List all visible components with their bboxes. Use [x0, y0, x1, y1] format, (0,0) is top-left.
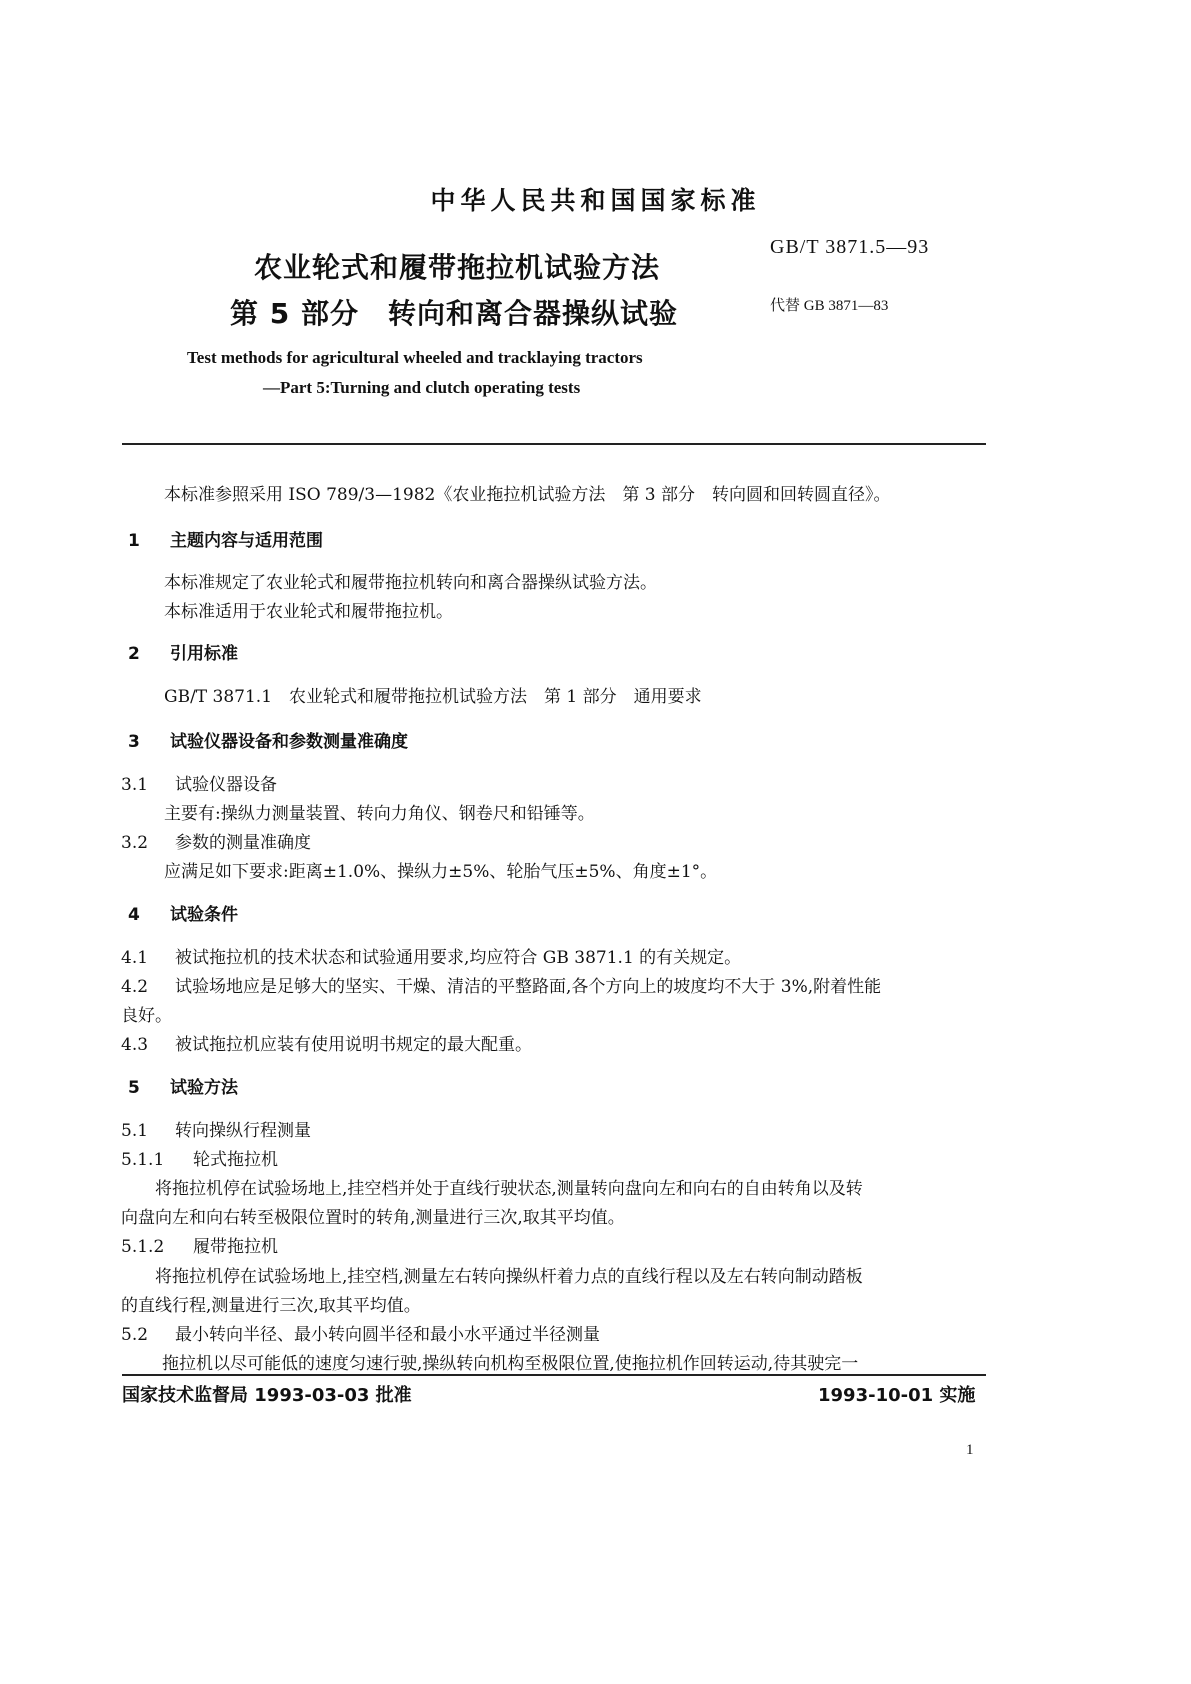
clause-text: 试验场地应是足够大的坚实、干燥、清洁的平整路面,各个方向上的坡度均不大于 3%,附着性能	[175, 977, 882, 997]
clause-4-2-continuation: 良好。	[121, 1006, 172, 1026]
clause-5-2	[121, 1320, 600, 1345]
clause-5-1-2-text-line1: 将拖拉机停在试验场地上,挂空档,测量左右转向操纵杆着力点的直线行程以及左右转向制动踏板	[155, 1267, 863, 1287]
section-3-heading	[128, 727, 408, 752]
section-number: 1	[128, 531, 140, 551]
section-2-heading	[128, 639, 238, 664]
standard-number: GB/T 3871.5—93	[770, 236, 930, 258]
clause-number: 5.2	[121, 1325, 149, 1345]
section-5-heading	[128, 1073, 238, 1098]
section-title: 试验条件	[170, 905, 238, 925]
clause-number: 3.2	[121, 833, 149, 853]
clause-5-1-1-text-line2: 向盘向左和向右转至极限位置时的转角,测量进行三次,取其平均值。	[121, 1208, 625, 1228]
clause-title: 履带拖拉机	[193, 1237, 278, 1257]
clause-4-1	[121, 943, 741, 968]
section-title: 主题内容与适用范围	[170, 531, 323, 551]
section-number: 3	[128, 732, 140, 752]
clause-number: 4.1	[121, 948, 149, 968]
standard-title-line2: 第 5 部分 转向和离合器操纵试验	[230, 297, 678, 330]
section-1-paragraph-2: 本标准适用于农业轮式和履带拖拉机。	[164, 602, 453, 622]
english-title-line1: Test methods for agricultural wheeled and tracklaying tractors	[187, 348, 643, 367]
approval-date: 国家技术监督局 1993-03-03 批准	[122, 1385, 412, 1406]
clause-text: 被试拖拉机的技术状态和试验通用要求,均应符合 GB 3871.1 的有关规定。	[175, 948, 742, 968]
clause-title: 最小转向半径、最小转向圆半径和最小水平通过半径测量	[175, 1325, 600, 1345]
referenced-standard: GB/T 3871.1 农业轮式和履带拖拉机试验方法 第 1 部分 通用要求	[164, 687, 702, 707]
clause-4-3	[121, 1030, 532, 1055]
clause-number: 5.1.1	[121, 1150, 165, 1170]
section-4-heading	[128, 900, 238, 925]
section-number: 5	[128, 1078, 140, 1098]
clause-title: 轮式拖拉机	[193, 1150, 278, 1170]
footer-rule	[122, 1374, 986, 1376]
clause-5-1-2	[121, 1232, 278, 1257]
clause-5-1-2-text-line2: 的直线行程,测量进行三次,取其平均值。	[121, 1296, 421, 1316]
clause-title: 转向操纵行程测量	[175, 1121, 311, 1141]
standard-title-line1: 农业轮式和履带拖拉机试验方法	[254, 251, 661, 284]
clause-5-1-1	[121, 1145, 278, 1170]
clause-title: 试验仪器设备	[175, 775, 277, 795]
implementation-date: 1993-10-01 实施	[818, 1385, 976, 1406]
replaces-standard: 代替 GB 3871—83	[770, 298, 889, 314]
english-title-line2: —Part 5:Turning and clutch operating tests	[263, 378, 581, 397]
header-rule	[122, 443, 986, 445]
clause-number: 4.3	[121, 1035, 149, 1055]
section-title: 试验仪器设备和参数测量准确度	[170, 732, 408, 752]
clause-number: 5.1.2	[121, 1237, 165, 1257]
section-1-heading	[128, 526, 323, 551]
clause-3-2-text: 应满足如下要求:距离±1.0%、操纵力±5%、轮胎气压±5%、角度±1°。	[164, 862, 718, 882]
section-number: 2	[128, 644, 140, 664]
clause-5-1-1-text-line1: 将拖拉机停在试验场地上,挂空档并处于直线行驶状态,测量转向盘向左和向右的自由转角以及转	[155, 1179, 863, 1199]
clause-5-1	[121, 1116, 311, 1141]
clause-number: 3.1	[121, 775, 149, 795]
clause-number: 5.1	[121, 1121, 149, 1141]
clause-title: 参数的测量准确度	[175, 833, 311, 853]
section-title: 试验方法	[170, 1078, 238, 1098]
clause-5-2-text-line1: 拖拉机以尽可能低的速度匀速行驶,操纵转向机构至极限位置,使拖拉机作回转运动,待其驶完一	[162, 1354, 859, 1374]
clause-number: 4.2	[121, 977, 149, 997]
section-1-paragraph-1: 本标准规定了农业轮式和履带拖拉机转向和离合器操纵试验方法。	[164, 573, 657, 593]
page-number: 1	[966, 1442, 974, 1458]
clause-3-1-text: 主要有:操纵力测量装置、转向力角仪、钢卷尺和铅锤等。	[164, 804, 595, 824]
clause-text: 被试拖拉机应装有使用说明书规定的最大配重。	[175, 1035, 532, 1055]
clause-4-2	[121, 972, 881, 997]
national-standard-heading: 中华人民共和国国家标准	[430, 186, 761, 215]
preamble: 本标准参照采用 ISO 789/3—1982《农业拖拉机试验方法 第 3 部分 转向圆和回转圆直径》。	[164, 485, 891, 505]
section-title: 引用标准	[170, 644, 238, 664]
clause-3-1	[121, 770, 277, 795]
section-number: 4	[128, 905, 140, 925]
clause-3-2	[121, 828, 311, 853]
